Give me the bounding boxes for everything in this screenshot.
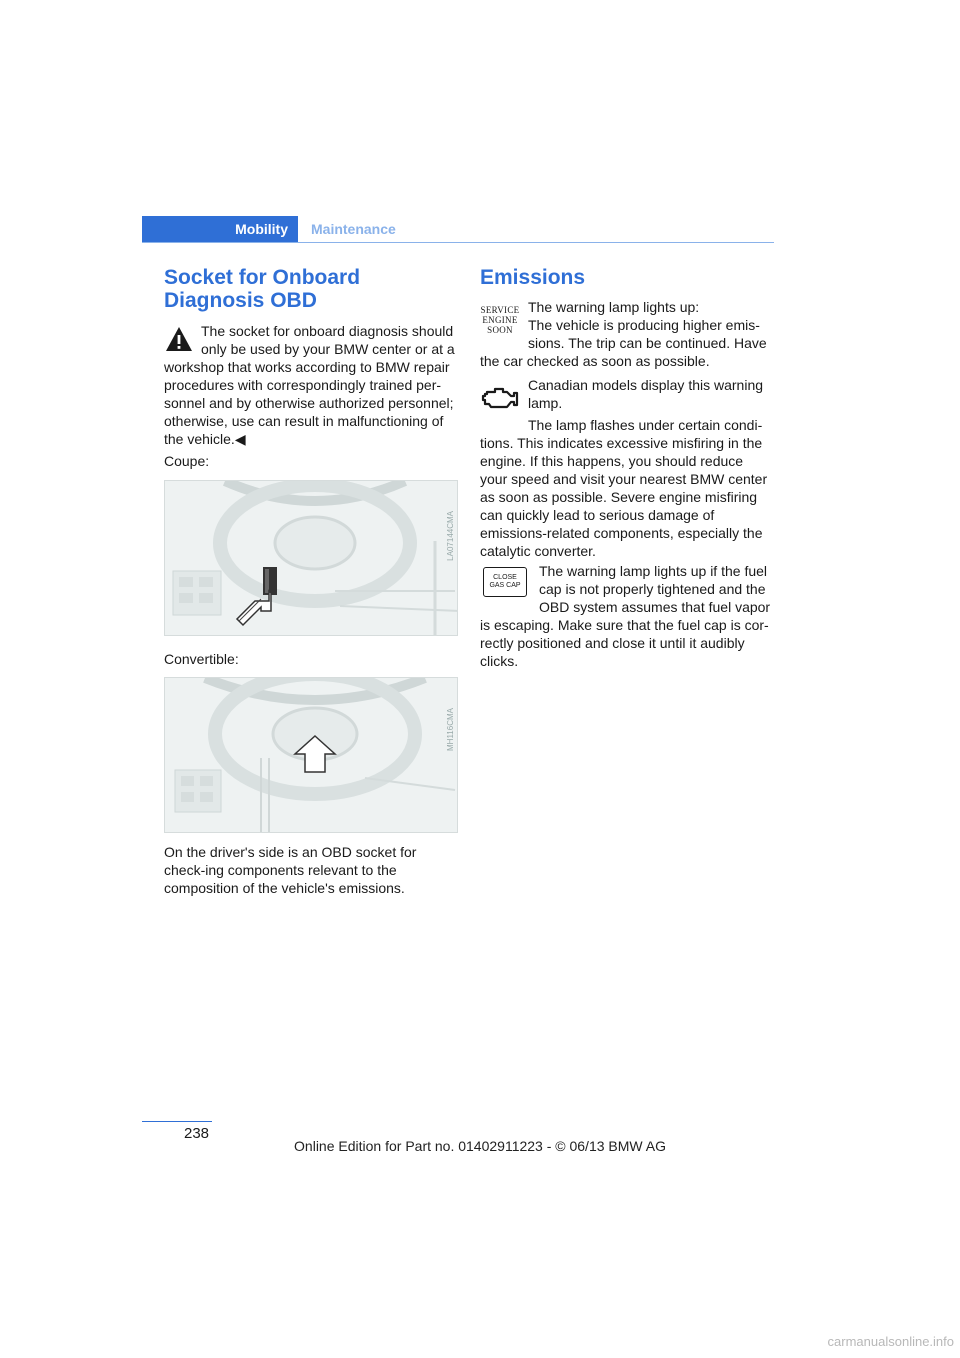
obd-warning-text: [164, 322, 459, 448]
lamp-flashes-text: [480, 416, 772, 560]
obd-warning-line-2: only be used by your BMW center or at a: [201, 341, 455, 357]
canadian-line-2: lamp.: [528, 395, 563, 411]
service-icon-line-2: ENGINE: [482, 315, 518, 325]
obd-warning-line-1: The socket for onboard diagnosis should: [201, 323, 454, 339]
convertible-obd-figure: [164, 677, 458, 833]
emissions-title: Emissions: [480, 266, 586, 289]
footer-divider: [142, 1121, 212, 1122]
flash-line-1: The lamp flashes under certain condi-: [528, 417, 763, 433]
obd-section-title: [164, 266, 464, 312]
coupe-label: Coupe:: [164, 453, 210, 469]
gas-cap-icon-line-2: GAS CAP: [489, 582, 521, 589]
lamp-line-2: The vehicle is producing higher emis-: [528, 317, 760, 333]
fuel-line-2: cap is not properly tightened and the: [539, 581, 766, 597]
header-divider: [142, 242, 774, 243]
fuel-cap-text: [480, 562, 772, 670]
lamp-lights-text: [480, 298, 772, 370]
service-icon-line-1: SERVICE: [480, 305, 520, 315]
fuel-line-1: The warning lamp lights up if the fuel: [539, 563, 768, 579]
fuel-rest: is escaping. Make sure that the fuel cap is cor-rectly positioned and close it until it audibly clicks.: [480, 617, 769, 669]
obd-socket-text: On the driver's side is an OBD socket for check-ing components relevant to the composition of the vehicle's emissions.: [164, 844, 417, 896]
canadian-line-1: Canadian models display this warning: [528, 377, 764, 393]
header-chapter-tab: Mobility: [142, 216, 298, 242]
obd-title-line-1: Socket for Onboard: [164, 266, 361, 289]
lamp-line-1: The warning lamp lights up:: [528, 299, 700, 315]
fuel-line-3: OBD system assumes that fuel vapor: [539, 599, 771, 615]
obd-warning-rest: workshop that works according to BMW repair procedures with correspondingly trained per-sonnel and by otherwise authorized personnel; otherwise, use can result in malfunctioning of the vehicle.: [164, 359, 454, 447]
emissions-section-title: [480, 266, 585, 289]
gas-cap-icon-line-1: CLOSE: [493, 574, 517, 581]
convertible-figure-code: MH116CMA: [446, 708, 455, 751]
site-watermark: carmanualsonline.info: [827, 1334, 954, 1349]
coupe-figure-code: LA07144CMA: [446, 511, 455, 561]
canadian-text: [480, 376, 772, 412]
flash-rest: tions. This indicates excessive misfiring in the engine. If this happens, you should reduce your speed and visit your nearest BMW center as soon as possible. Severe engine misfiring can quickly lead to serious damage of emissions-related components, especially the catalytic converter.: [480, 435, 768, 559]
lamp-line-3: sions. The trip can be continued. Have: [528, 335, 767, 351]
coupe-obd-figure: [164, 480, 458, 636]
service-icon-line-3: SOON: [487, 325, 513, 335]
edition-footer: Online Edition for Part no. 01402911223 - © 06/13 BMW AG: [294, 1138, 666, 1154]
page-number: 238: [184, 1125, 210, 1142]
obd-title-line-2: Diagnosis OBD: [164, 289, 317, 312]
header-section-title: Maintenance: [311, 221, 396, 237]
convertible-label: Convertible:: [164, 651, 239, 667]
lamp-rest: the car checked as soon as possible.: [480, 353, 710, 369]
end-mark: ◀: [234, 431, 246, 447]
